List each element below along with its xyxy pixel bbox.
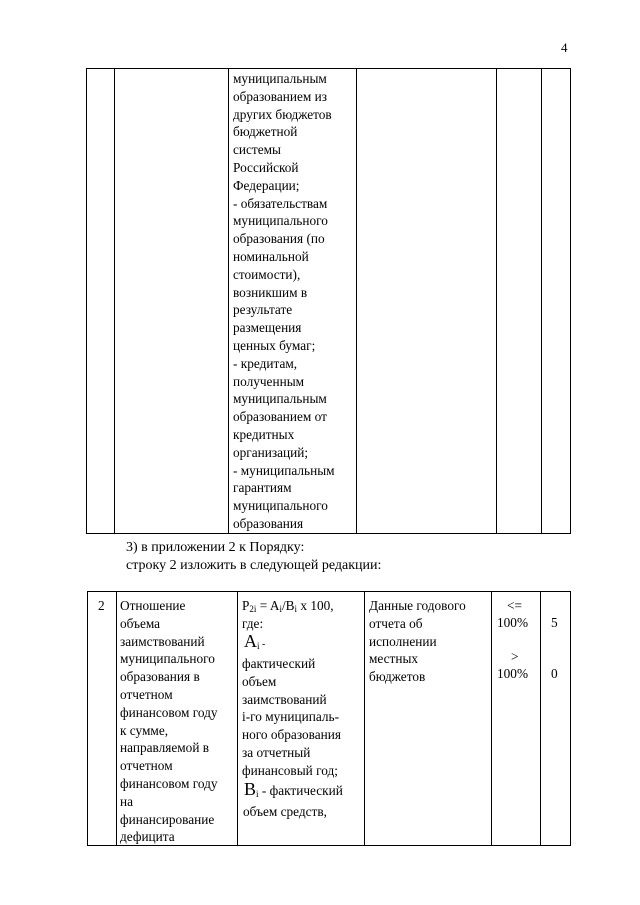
condition-1-operator: <=	[507, 598, 522, 613]
text-line: - муниципальным	[233, 462, 335, 478]
table1-indicator-text	[233, 70, 355, 533]
text-line: финансовом году	[120, 704, 218, 720]
table2-top-border	[87, 591, 571, 592]
text-line: заимствований	[242, 691, 327, 707]
text-line: финансовом году	[120, 775, 218, 791]
formula-b-sub: i	[294, 604, 298, 614]
formula-tail: x 100,	[297, 598, 334, 613]
condition-2-operator: >	[511, 649, 519, 664]
text-line: i-го муниципаль-	[242, 709, 340, 725]
table1-col-divider	[496, 68, 497, 534]
text-line: объем	[242, 673, 277, 689]
formula-p: P	[242, 598, 250, 613]
text-line: ного образования	[242, 727, 341, 743]
text-line: отчетном	[120, 758, 173, 774]
indicator-name	[120, 597, 238, 846]
text-line: Российской	[233, 159, 299, 175]
text-line: возникшим в	[233, 284, 308, 300]
text-line: муниципального	[233, 213, 328, 229]
text-line: муниципального	[233, 498, 328, 514]
text-line: исполнении	[369, 633, 437, 649]
text-line: Отношение	[120, 598, 186, 613]
symbol-b-description: объем средств,	[243, 804, 327, 819]
text-line: местных	[369, 651, 419, 667]
text-line: образованием из	[233, 88, 328, 104]
text-line: на	[120, 793, 134, 809]
text-line: фактический	[242, 656, 316, 671]
text-line: кредитных	[233, 426, 295, 442]
text-line: размещения	[233, 320, 302, 336]
score-2: 0	[551, 666, 558, 681]
table1-top-border	[86, 68, 571, 69]
page-number: 4	[561, 40, 568, 55]
text-line: бюджетов	[369, 669, 426, 685]
condition-1-value: 100%	[497, 615, 529, 630]
data-source	[369, 597, 491, 686]
text-line: Федерации;	[233, 177, 300, 193]
text-line: финансирование	[120, 811, 215, 827]
text-line: Данные годового	[369, 598, 466, 613]
text-line: гарантиям	[233, 480, 292, 496]
text-line: номинальной	[233, 248, 309, 264]
text-line: муниципальным	[233, 71, 327, 86]
formula-slash: /B	[281, 598, 295, 613]
score-1: 5	[551, 615, 558, 630]
text-line: дефицита	[120, 829, 175, 845]
text-line: к сумме,	[120, 722, 169, 738]
text-line: бюджетной	[233, 124, 298, 140]
text-line: системы	[233, 142, 281, 158]
text-line: заимствований	[120, 633, 205, 649]
symbol-a-sub: i	[257, 641, 260, 651]
text-line: отчета об	[369, 615, 423, 631]
symbol-b-desc: - фактический	[258, 783, 343, 798]
symbol-a-dash: -	[259, 639, 266, 650]
text-line: образования в	[120, 669, 200, 685]
text-line: организаций;	[233, 444, 309, 460]
table1-col-divider	[541, 68, 542, 534]
text-line: других бюджетов	[233, 106, 332, 122]
paragraph-instruction: строку 2 изложить в следующей редакции:	[126, 558, 382, 573]
formula-eq: = A	[256, 598, 280, 613]
text-line: образованием от	[233, 409, 327, 425]
text-line: отчетном	[120, 686, 173, 702]
symbol-a: A	[244, 631, 257, 651]
symbol-a-description	[242, 655, 364, 780]
row-number: 2	[98, 598, 105, 613]
text-line: ценных бумаг;	[233, 337, 316, 353]
symbol-b: B	[244, 779, 257, 799]
text-line: образования	[233, 515, 304, 531]
table1-col-divider	[228, 68, 229, 534]
table2-col-divider	[364, 591, 365, 846]
formula-a-sub: i	[279, 604, 282, 614]
text-line: - кредитам,	[233, 355, 298, 371]
table1-col-divider	[570, 68, 571, 534]
condition-2-value: 100%	[497, 666, 529, 681]
table2-col-divider	[87, 591, 88, 846]
table1-col-divider	[114, 68, 115, 534]
symbol-b-definition	[244, 778, 343, 805]
table1-col-divider	[86, 68, 87, 534]
table2-col-divider	[570, 591, 571, 846]
text-line: полученным	[233, 373, 305, 389]
table2-col-divider	[116, 591, 117, 846]
table2-col-divider	[540, 591, 541, 846]
text-line: финансовый год;	[242, 762, 338, 778]
formula-where: где:	[242, 616, 264, 631]
table2-col-divider	[491, 591, 492, 846]
table1-col-divider	[356, 68, 357, 534]
symbol-a-definition	[244, 630, 265, 657]
text-line: муниципального	[120, 651, 215, 667]
table1-bottom-border	[86, 533, 571, 534]
text-line: направляемой в	[120, 740, 210, 756]
symbol-b-sub: i	[256, 789, 259, 799]
text-line: за отчетный	[242, 744, 311, 760]
paragraph-appendix: 3) в приложении 2 к Порядку:	[126, 540, 305, 555]
text-line: - обязательствам	[233, 195, 328, 211]
text-line: объема	[120, 615, 161, 631]
text-line: муниципальным	[233, 391, 327, 407]
text-line: стоимости),	[233, 266, 301, 282]
formula-p-sub: 2i	[249, 604, 257, 614]
text-line: образования (по	[233, 231, 325, 247]
text-line: результате	[233, 302, 293, 318]
